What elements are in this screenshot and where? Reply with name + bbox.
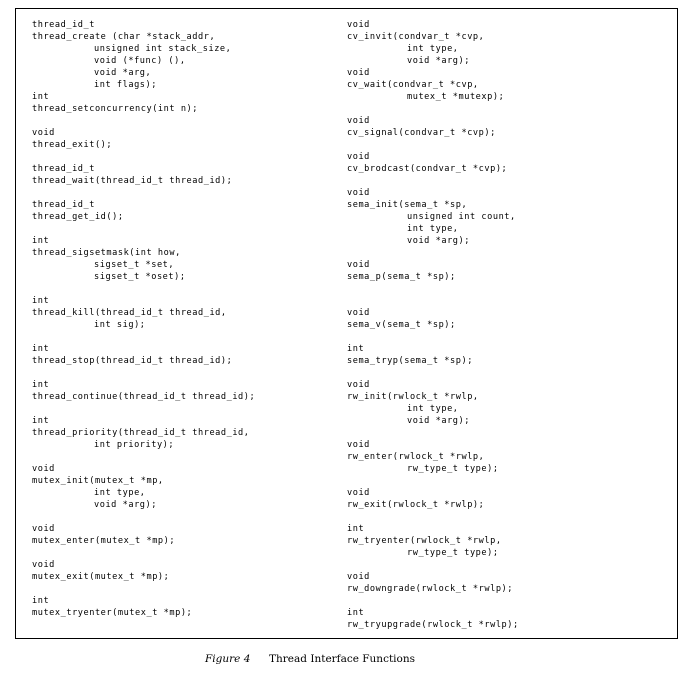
code-line: int — [32, 416, 50, 426]
blank-line — [32, 511, 255, 523]
blank-line — [32, 583, 255, 595]
code-line: int — [32, 236, 50, 246]
code-line: sema_p(sema_t *sp); — [347, 272, 456, 282]
code-line: void — [347, 20, 370, 30]
figure-frame — [15, 8, 678, 639]
code-line: sigset_t *oset); — [94, 272, 186, 282]
code-line: unsigned int stack_size, — [94, 44, 232, 54]
code-line: int — [32, 596, 50, 606]
blank-line — [347, 283, 519, 295]
blank-line — [32, 223, 255, 235]
code-line: thread_id_t — [32, 20, 95, 30]
code-line: void *arg); — [407, 236, 470, 246]
code-line: thread_sigsetmask(int how, — [32, 248, 181, 258]
code-line: void (*func) (), — [94, 56, 186, 66]
blank-line — [32, 547, 255, 559]
code-line: int flags); — [94, 80, 157, 90]
code-line: mutex_tryenter(mutex_t *mp); — [32, 608, 193, 618]
code-line: thread_id_t — [32, 200, 95, 210]
code-line: mutex_t *mutexp); — [407, 92, 505, 102]
code-line: rw_tryenter(rwlock_t *rwlp, — [347, 536, 502, 546]
blank-line — [347, 595, 519, 607]
blank-line — [32, 451, 255, 463]
code-line: void *arg); — [407, 416, 470, 426]
code-line: thread_continue(thread_id_t thread_id); — [32, 392, 256, 402]
code-line: cv_signal(condvar_t *cvp); — [347, 128, 496, 138]
code-line: void — [347, 572, 370, 582]
code-line: cv_wait(condvar_t *cvp, — [347, 80, 479, 90]
code-line: rw_tryupgrade(rwlock_t *rwlp); — [347, 620, 519, 630]
code-line: thread_kill(thread_id_t thread_id, — [32, 308, 227, 318]
code-line: rw_type_t type); — [407, 548, 499, 558]
code-line: rw_downgrade(rwlock_t *rwlp); — [347, 584, 513, 594]
code-line: mutex_enter(mutex_t *mp); — [32, 536, 176, 546]
code-line: thread_get_id(); — [32, 212, 124, 222]
blank-line — [347, 331, 519, 343]
code-line: void — [32, 464, 55, 474]
blank-line — [32, 283, 255, 295]
code-line: void *arg); — [94, 500, 157, 510]
code-line: void — [347, 380, 370, 390]
code-line: sema_init(sema_t *sp, — [347, 200, 468, 210]
code-line: unsigned int count, — [407, 212, 516, 222]
blank-line — [32, 115, 255, 127]
code-line: int type, — [407, 44, 459, 54]
code-line: void — [347, 188, 370, 198]
code-line: void — [32, 524, 55, 534]
code-line: void — [347, 308, 370, 318]
blank-line — [32, 367, 255, 379]
code-line: rw_type_t type); — [407, 464, 499, 474]
figure-caption — [205, 653, 415, 665]
blank-line — [347, 295, 519, 307]
code-line: void — [347, 116, 370, 126]
code-line: int — [347, 344, 365, 354]
code-line: void — [32, 128, 55, 138]
code-line: thread_exit(); — [32, 140, 113, 150]
code-line: void — [347, 440, 370, 450]
code-line: void *arg); — [407, 56, 470, 66]
code-line: thread_stop(thread_id_t thread_id); — [32, 356, 233, 366]
blank-line — [347, 175, 519, 187]
code-line: thread_wait(thread_id_t thread_id); — [32, 176, 233, 186]
blank-line — [32, 187, 255, 199]
code-line: int type, — [407, 224, 459, 234]
code-line: thread_setconcurrency(int n); — [32, 104, 198, 114]
code-line: void *arg, — [94, 68, 152, 78]
blank-line — [347, 511, 519, 523]
figure-label: Figure 4 — [205, 653, 251, 665]
code-line: int — [347, 608, 365, 618]
code-line: int type, — [407, 404, 459, 414]
code-line: cv_brodcast(condvar_t *cvp); — [347, 164, 508, 174]
code-line: thread_id_t — [32, 164, 95, 174]
code-line: rw_enter(rwlock_t *rwlp, — [347, 452, 485, 462]
code-line: mutex_init(mutex_t *mp, — [32, 476, 164, 486]
left-code-column — [32, 19, 255, 619]
blank-line — [347, 427, 519, 439]
blank-line — [347, 559, 519, 571]
code-line: void — [347, 488, 370, 498]
blank-line — [347, 247, 519, 259]
figure-title: Thread Interface Functions — [269, 653, 416, 665]
code-line: int type, — [94, 488, 146, 498]
code-line: void — [347, 152, 370, 162]
code-line: void — [347, 260, 370, 270]
code-line: int — [32, 92, 50, 102]
right-code-column — [347, 19, 519, 631]
code-line: sema_v(sema_t *sp); — [347, 320, 456, 330]
blank-line — [347, 475, 519, 487]
code-line: void — [32, 560, 55, 570]
code-line: int — [32, 344, 50, 354]
code-line: thread_priority(thread_id_t thread_id, — [32, 428, 250, 438]
blank-line — [32, 403, 255, 415]
code-line: int — [32, 296, 50, 306]
blank-line — [347, 103, 519, 115]
code-line: cv_invit(condvar_t *cvp, — [347, 32, 485, 42]
code-line: int — [32, 380, 50, 390]
blank-line — [32, 331, 255, 343]
code-line: int sig); — [94, 320, 146, 330]
blank-line — [347, 367, 519, 379]
code-line: mutex_exit(mutex_t *mp); — [32, 572, 170, 582]
code-line: sigset_t *set, — [94, 260, 175, 270]
blank-line — [32, 151, 255, 163]
blank-line — [347, 139, 519, 151]
code-line: void — [347, 68, 370, 78]
code-line: sema_tryp(sema_t *sp); — [347, 356, 473, 366]
code-line: int priority); — [94, 440, 175, 450]
code-line: thread_create (char *stack_addr, — [32, 32, 216, 42]
code-line: int — [347, 524, 365, 534]
code-line: rw_exit(rwlock_t *rwlp); — [347, 500, 485, 510]
code-line: rw_init(rwlock_t *rwlp, — [347, 392, 479, 402]
